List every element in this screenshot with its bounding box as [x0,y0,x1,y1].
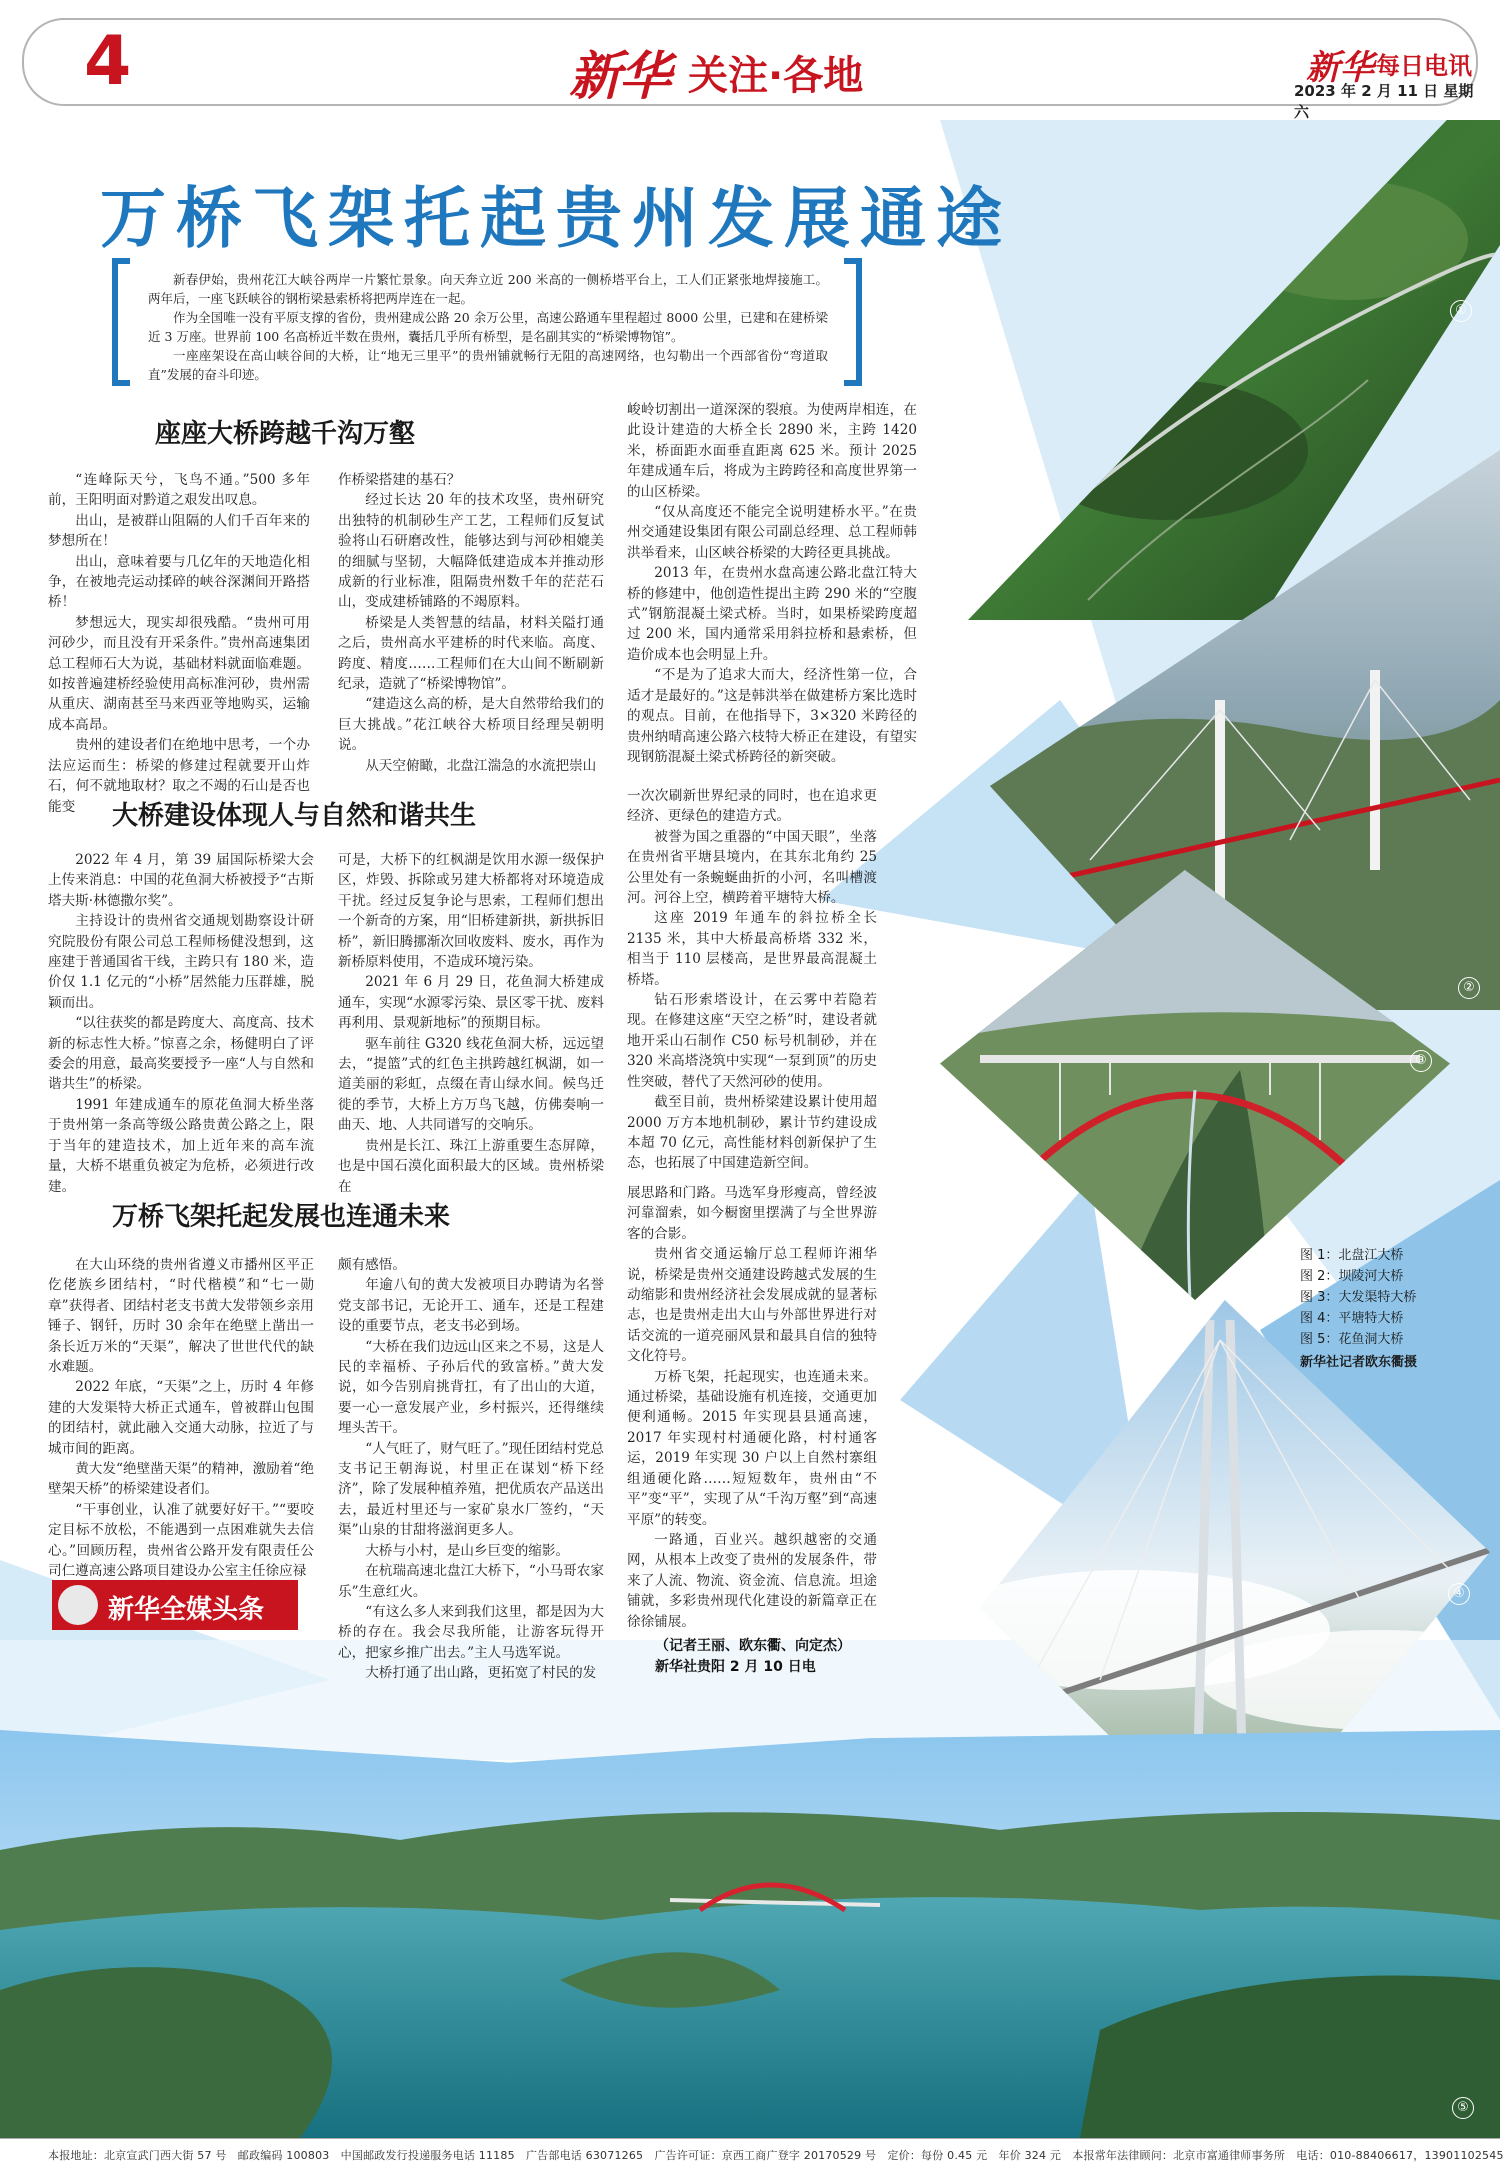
brand-logo: 新华 [1306,48,1374,88]
paragraph: 梦想远大，现实却很残酷。“贵州可用河砂少，而且没有开采条件。”贵州高速集团总工程师石大为说，基础材料就面临难题。如按普遍建桥经验使用高标准河砂，贵州需从重庆、湖南甚至马来西亚等地购买，运输成本高昂。 [48,614,310,733]
paragraph: 峻岭切割出一道深深的裂痕。为使两岸相连，在此设计建造的大桥全长 2890 米，主跨 1420 米，桥面距水面垂直距离 625 米。预计 2025 年建成通车后，将成为主跨跨径和高度世界第一的山区桥梁。 [627,402,917,500]
badge-logo: 新华 [108,1595,161,1625]
issue-date: 2023 年 2 月 11 日 星期六 [1294,82,1474,121]
paragraph: 万桥飞架，托起现实，也连通未来。通过桥梁，基础设施有机连接，交通更加便利通畅。2015 年实现县县通高速，2017 年实现村村通硬化路，村村通客运，2019 年实现 30 户以上自然村寨组组通硬化路……短短数年，贵州由“不平”变“平”，实现了从“千沟万壑”到“高速平原”的转变。 [627,1368,877,1528]
lead-paragraph: 新春伊始，贵州花江大峡谷两岸一片繁忙景象。向天奔立近 200 米高的一侧桥塔平台上，工人们正紧张地焊接施工。两年后，一座飞跃峡谷的钢桁梁悬索桥将把两岸连在一起。 [148,272,828,306]
section-1-column-1 [48,470,310,815]
paragraph: 1991 年建成通车的原花鱼洞大桥坐落于贵州第一条高等级公路贵黄公路之上，限于当年的建造技术，加上近年来的高车流量，大桥不堪重负被定为危桥，必须进行改建。 [48,1096,314,1195]
photo-caption: 图 1：北盘江大桥 [1300,1248,1404,1263]
footer-info: 本报地址：北京宣武门西大街 57 号 邮政编码 100803 中国邮政发行投递服务电话 11185 广告部电话 63071265 广告许可证：京西工商广登字 20170529 号 定价：每份 0.45 元 年价 324 元 本报常年法律顾问：北京市富通律师事务所 电话：010-88406617，13901102545 [48,2149,1504,2162]
section-heading-3: 万桥飞架托起发展也连通未来 [112,1202,451,1232]
paragraph: “有这么多人来到我们这里，都是因为大桥的存在。我会尽我所能，让游客玩得开心，把家乡推广出去。”主人马选军说。 [338,1603,604,1661]
footer [0,2138,1504,2169]
section-heading-2: 大桥建设体现人与自然和谐共生 [112,801,477,831]
section-3-column-2 [338,1255,604,1682]
paragraph: 钻石形索塔设计，在云雾中若隐若现。在修建这座“天空之桥”时，建设者就地开采山石制作 C50 标号机制砂，并在 320 米高塔浇筑中实现“一泵到顶”的历史性突破，替代了天然河砂的使用。 [627,992,877,1090]
section-1-column-2 [338,470,604,774]
paragraph: 大桥与小村，是山乡巨变的缩影。 [365,1542,570,1559]
photo-caption: 图 2：坝陵河大桥 [1300,1269,1404,1284]
photo-number-4: ④ [1448,1583,1470,1605]
photo-number-5: ⑤ [1452,2097,1474,2119]
section-3-column-1 [48,1255,314,1580]
paragraph: “以往获奖的都是跨度大、高度高、技术新的标志性大桥。”惊喜之余，杨健明白了评委会的用意，最高奖要授予一座“人与自然和谐共生”的桥梁。 [48,1015,314,1093]
paragraph: 颇有感悟。 [338,1257,406,1273]
photo-number-3: ③ [1410,1050,1432,1072]
photo-number-2: ② [1458,977,1480,999]
lead-paragraph: 作为全国唯一没有平原支撑的省份，贵州建成公路 20 余万公里，高速公路通车里程超过 8000 公里，已建和在建桥梁近 3 万座。世界前 100 名高桥近半数在贵州，囊括几乎所有桥型，是名副其实的“桥梁博物馆”。 [148,310,828,344]
photo-number-1: ① [1450,300,1472,322]
paragraph: 2021 年 6 月 29 日，花鱼洞大桥建成通车，实现“水源零污染、景区零干扰、废料再利用、景观新地标”的预期目标。 [338,974,604,1032]
lead-text [148,270,828,384]
byline-place: 新华社贵阳 2 月 10 日电 [655,1658,816,1675]
section-heading-1: 座座大桥跨越千沟万壑 [155,419,416,449]
paragraph: “干事创业，认准了就要好好干。”“要咬定目标不放松，不能遇到一点困难就失去信心。”回顾历程，贵州省公路开发有限责任公司仁遵高速公路项目建设办公室主任徐应禄 [48,1501,314,1580]
paragraph: 可是，大桥下的红枫湖是饮用水源一级保护区，炸毁、拆除或另建大桥都将对环境造成干扰。经过反复争论与思索，工程师们想出一个新奇的方案，用“旧桥建新拱，新拱拆旧桥”，新旧腾挪渐次回收废料、废水，再作为新桥原料使用，不造成环境污染。 [338,852,604,971]
lead-bracket-left [112,258,130,386]
paragraph: 展思路和门路。马选军身形瘦高，曾经波河靠溜索，如今橱窗里摆满了与全世界游客的合影。 [627,1185,877,1242]
lead-bracket-right [844,258,862,386]
paragraph: 经过长达 20 年的技术攻坚，贵州研究出独特的机制砂生产工艺，工程师们反复试验将山石研磨改性，能够达到与河砂相媲美的细腻与坚韧，大幅降低建造成本并推动形成新的行业标准，阻隔贵州数千年的茫茫石山，变成建桥铺路的不竭原料。 [338,492,604,611]
section-2-column-3 [627,786,877,1172]
paragraph: 贵州是长江、珠江上游重要生态屏障，也是中国石漠化面积最大的区域。贵州桥梁在 [338,1137,604,1195]
paragraph: 作桥梁搭建的基石？ [338,472,461,488]
paragraph: 一路通，百业兴。越织越密的交通网，从根本上改变了贵州的发展条件，带来了人流、物流、资金流、信息流。坦途铺就，多彩贵州现代化建设的新篇章正在徐徐铺展。 [627,1531,877,1630]
paragraph: 出山，意味着要与几亿年的天地造化相争，在被地壳运动揉碎的峡谷深渊间开路搭桥！ [48,553,310,611]
section-2-column-1 [48,850,314,1195]
page-number: 4 [84,22,132,101]
section-logo: 新华 [569,46,670,107]
lead-paragraph: 一座座架设在高山峡谷间的大桥，让“地无三里平”的贵州铺就畅行无阻的高速网络，也勾勒出一个西部省份“弯道取直”发展的奋斗印迹。 [148,348,828,382]
paragraph: 一次次刷新世界纪录的同时，也在追求更经济、更绿色的建造方式。 [627,788,877,825]
paragraph: 这座 2019 年通车的斜拉桥全长 2135 米，其中大桥最高桥塔 332 米，相当于 110 层楼高，是世界最高混凝土桥塔。 [627,910,877,988]
paragraph: “仅从高度还不能完全说明建桥水平。”在贵州交通建设集团有限公司副总经理、总工程师韩洪举看来，山区峡谷桥梁的大跨径更具挑战。 [627,504,917,561]
article-headline: 万桥飞架托起贵州发展通途 [100,179,1012,257]
paragraph: 2013 年，在贵州水盘高速公路北盘江特大桥的修建中，他创造性提出主跨 290 米的“空腹式”钢筋混凝土梁式桥。当时，如果桥梁跨度超过 200 米，国内通常采用斜拉桥和悬索桥，但造价成本也会明显上升。 [627,565,917,663]
paragraph: 黄大发“绝壁凿天渠”的精神，激励着“绝壁架天桥”的桥梁建设者们。 [48,1461,314,1498]
photo-caption: 图 3：大发渠特大桥 [1300,1290,1417,1305]
section-1-column-3 [627,400,917,780]
section-2-column-2 [338,850,604,1195]
paragraph: 年逾八旬的黄大发被项目办聘请为名誉党支部书记，无论开工、通车，还是工程建设的重要节点，老支书必到场。 [338,1277,604,1335]
paragraph: 2022 年底，“天渠”之上，历时 4 年修建的大发渠特大桥正式通车，曾被群山包围的团结村，就此融入交通大动脉，拉近了与城市间的距离。 [48,1379,314,1457]
paragraph: 截至目前，贵州桥梁建设累计使用超 2000 万方本地机制砂，累计节约建设成本超 70 亿元，高性能材料创新保护了生态，也拓展了中国建造新空间。 [627,1094,877,1172]
paragraph: 桥梁是人类智慧的结晶，材料关隘打通之后，贵州高水平建桥的时代来临。高度、跨度、精度……工程师们在大山间不断刷新纪录，造就了“桥梁博物馆”。 [338,614,604,693]
paragraph: 被誉为国之重器的“中国天眼”，坐落在贵州省平塘县境内，在其东北角约 25 公里处有一条蜿蜒曲折的小河，名叫槽渡河。河谷上空，横跨着平塘特大桥。 [627,828,877,907]
paragraph: “大桥在我们边远山区来之不易，这是人民的幸福桥、子孙后代的致富桥。”黄大发说，如今告别肩挑背扛，有了出山的大道，要一心一意发展产业，乡村振兴，还得继续埋头苦干。 [338,1338,604,1437]
badge-text [108,1589,264,1626]
photo-captions [1300,1245,1480,1373]
paragraph: “建造这么高的桥，是大自然带给我们的巨大挑战。”花江峡谷大桥项目经理吴朝明说。 [338,696,604,754]
paragraph: 贵州省交通运输厅总工程师许湘华说，桥梁是贵州交通建设跨越式发展的生动缩影和贵州经济社会发展成就的显著标志，也是贵州走出大山与外部世界进行对话交流的一道亮丽风景和最具自信的独特文化符号。 [627,1246,877,1365]
paragraph: “人气旺了，财气旺了。”现任团结村党总支书记王朝海说，村里正在谋划“桥下经济”，除了发展种植养殖，把优质农产品送出去，最近村里还与一家矿泉水厂签约，“天渠”山泉的甘甜将滋润更多人。 [338,1440,604,1539]
brand-name: 每日电讯 [1376,52,1472,80]
section-title: 关注·各地 [688,53,864,99]
paragraph: “不是为了追求大而大，经济性第一位，合适才是最好的。”这是韩洪举在做建桥方案比选时的观点。目前，在他指导下，3×320 米跨径的贵州纳晴高速公路六枝特大桥正在建设，有望实现钢筋混凝土梁式桥跨径的新突破。 [627,667,917,765]
globe-icon [58,1585,98,1625]
paragraph: 2022 年 4 月，第 39 届国际桥梁大会上传来消息：中国的花鱼洞大桥被授予“古斯塔夫斯·林德撒尔奖”。 [48,852,314,909]
paragraph: 驱车前往 G320 线花鱼洞大桥，远远望去，“提篮”式的红色主拱跨越红枫湖，如一道美丽的彩虹，点缀在青山绿水间。候鸟迁徙的季节，大桥上方万鸟飞越，仿佛奏响一曲天、地、人共同谱写的交响乐。 [338,1035,604,1134]
paragraph: 贵州的建设者们在绝地中思考，一个办法应运而生：桥梁的修建过程就要开山炸石，何不就地取材？取之不竭的石山是否也能变 [48,737,310,815]
photo-5-huayudong-bridge [0,1730,1500,2138]
xinhua-all-media-badge [52,1580,298,1630]
byline-authors: （记者王丽、欧东衢、向定杰） [655,1637,851,1654]
paragraph: 在大山环绕的贵州省遵义市播州区平正仡佬族乡团结村，“时代楷模”和“七一勋章”获得者、团结村老支书黄大发带领乡亲用锤子、钢钎，历时 30 余年在绝壁上凿出一条长近万米的“天渠”，解决了世世代代的缺水难题。 [48,1257,314,1376]
badge-label: 全媒头条 [160,1595,265,1625]
photo-credit: 新华社记者欧东衢摄 [1300,1355,1418,1370]
paragraph: 在杭瑞高速北盘江大桥下，“小马哥农家乐”生意红火。 [338,1563,604,1600]
photo-caption: 图 5：花鱼洞大桥 [1300,1332,1404,1347]
paragraph: 出山，是被群山阻隔的人们千百年来的梦想所在！ [48,512,310,550]
masthead [22,18,1478,121]
section-3-column-3 [627,1183,877,1675]
paragraph: 从天空俯瞰，北盘江湍急的水流把崇山 [365,757,597,774]
paragraph: 大桥打通了出山路，更拓宽了村民的发 [365,1665,597,1682]
paragraph: 主持设计的贵州省交通规划勘察设计研究院股份有限公司总工程师杨健没想到，这座建于普通国省干线，主跨只有 180 米，造价仅 1.1 亿元的“小桥”居然能力压群雄，脱颖而出。 [48,913,314,1011]
lead-box [112,258,862,386]
paragraph: “连峰际天兮，飞鸟不通。”500 多年前，王阳明面对黔道之艰发出叹息。 [48,472,310,509]
photo-caption: 图 4：平塘特大桥 [1300,1311,1404,1326]
